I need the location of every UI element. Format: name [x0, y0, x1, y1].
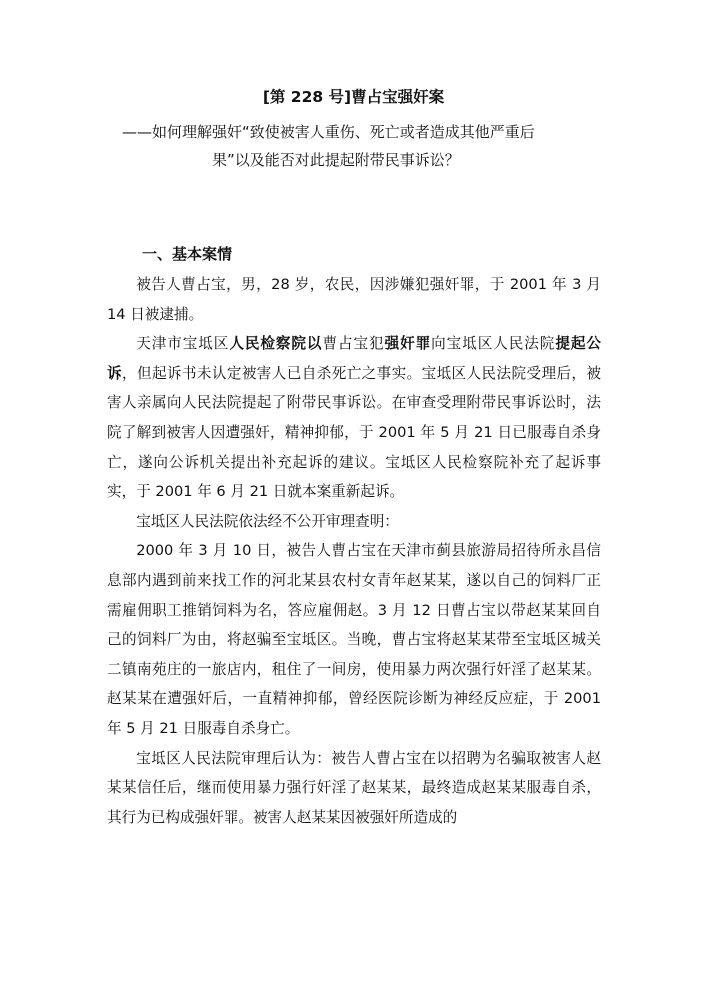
- document-title: [第 228 号]曹占宝强奸案: [262, 88, 445, 106]
- paragraph-defendant-info: 被告人曹占宝，男，28 岁，农民，因涉嫌犯强奸罪，于 2001 年 3 月 14 日被逮捕。: [107, 276, 601, 323]
- paragraph-court-opinion: 宝坻区人民法院审理后认为：被告人曹占宝在以招聘为名骗取被害人赵某某信任后，继而使用暴力强行奸淫了赵某某，最终造成赵某某服毒自杀，其行为已构成强奸罪。被害人赵某某因被强奸所造成的: [107, 749, 601, 826]
- p2-segment: 曹占宝犯: [322, 335, 385, 353]
- paragraph-facts: 2000 年 3 月 10 日，被告人曹占宝在天津市蓟县旅游局招待所永昌信息部内遇到前来找工作的河北某县农村女青年赵某某，遂以自己的饲料厂正需雇佣职工推销饲料为名，答应雇佣赵。3 月 12 日曹占宝以带赵某某回自己的饲料厂为由，将赵骗至宝坻区。当晚，曹占宝将赵某某带至宝坻区城关二镇南苑庄的一旅店内，租住了一间房，使用暴力两次强行奸淫了赵某某。赵某某在遭强奸后，一直精神抑郁，曾经医院诊断为神经反应症，于 2001 年 5 月 21 日服毒自杀身亡。: [107, 542, 601, 737]
- document-subtitle: [122, 118, 602, 174]
- p2-segment: ，但起诉书未认定被害人已自杀死亡之事实。宝坻区人民法院受理后，被害人亲属向人民法院提起了附带民事诉讼。在审查受理附带民事诉讼时，法院了解到被害人因遭强奸，精神抑郁，于 2001 年 5 月 21 日已服毒自杀身亡，遂向公诉机关提出补充起诉的建议。宝坻区人民检察院补充了起诉事实，于 2001 年 6 月 21 日就本案重新起诉。: [107, 364, 601, 501]
- paragraph-prosecution: [107, 329, 601, 507]
- p2-bold-crime: 强奸罪: [384, 335, 432, 353]
- subtitle-line-2: 果”以及能否对此提起附带民事诉讼？: [212, 151, 460, 169]
- p2-bold-procuratorate: 人民检察院以: [229, 335, 323, 353]
- paragraph-court-findings-intro: 宝坻区人民法院依法经不公开审理查明：: [136, 512, 399, 530]
- document-body: [107, 270, 601, 832]
- p2-bold-prosecution: 提起公诉: [107, 335, 601, 382]
- subtitle-line-1: ——如何理解强奸“致使被害人重伤、死亡或者造成其他严重后: [122, 123, 535, 141]
- section-heading: 一、基本案情: [142, 245, 233, 263]
- p2-segment: 天津市宝坻区: [136, 335, 230, 353]
- p2-segment: 向宝坻区人民法院: [431, 335, 556, 353]
